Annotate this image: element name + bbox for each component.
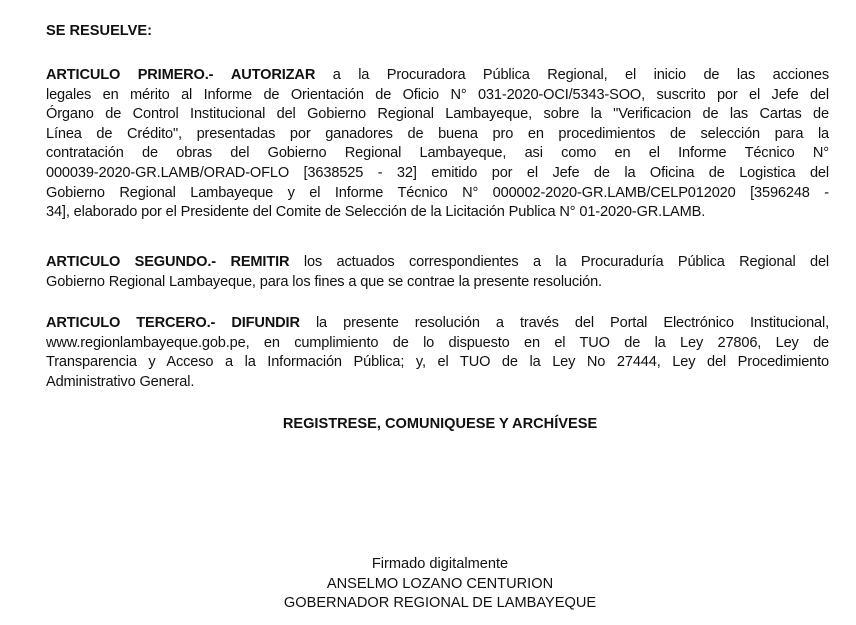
article-action: AUTORIZAR [230, 67, 316, 83]
article-label: ARTICULO SEGUNDO.- [46, 254, 216, 270]
article-label: ARTICULO PRIMERO.- [46, 67, 214, 83]
article-line: 34], elaborado por el Presidente del Comite de Selección de la Licitación Publica N° 01-2020-GR.LAMB. [46, 204, 706, 221]
article-line [46, 314, 829, 334]
article-line [46, 66, 829, 86]
signer-title: GOBERNADOR REGIONAL DE LAMBAYEQUE [283, 595, 597, 612]
article-line: www.regionlambayeque.gob.pe, en cumplimiento de lo dispuesto en el TUO de la Ley 27806, Ley de [46, 334, 829, 351]
article-line: Línea de Crédito", presentadas por ganadores de buena pro en procedimientos de selección para la [46, 125, 829, 142]
article-line: contratación de obras del Gobierno Regional Lambayeque, asi como en el Informe Técnico N° [46, 145, 829, 162]
article-text: a la Procuradora Pública Regional, el inicio de las acciones [315, 67, 830, 83]
signature-block [0, 555, 856, 614]
article-line: Órgano de Control Institucional del Gobierno Regional Lambayeque, sobre la "Verificacion de las Cartas de [46, 106, 829, 123]
signer-name: ANSELMO LOZANO CENTURION [326, 575, 554, 592]
article-line: Gobierno Regional Lambayeque, para los fines a que se contrae la presente resolución. [46, 273, 602, 290]
article-segundo [46, 253, 829, 292]
article-line [46, 253, 829, 273]
article-line: Transparencia y Acceso a la Información Pública; y, el TUO de la Ley No 27444, Ley del Procedimiento [46, 354, 829, 371]
article-text: la presente resolución a través del Portal Electrónico Institucional, [299, 315, 830, 331]
article-line: Gobierno Regional Lambayeque y el Informe Técnico N° 000002-2020-GR.LAMB/CELP012020 [3596248 - [46, 184, 829, 201]
article-line: 000039-2020-GR.LAMB/ORAD-OFLO [3638525 - 32] emitido por el Jefe de la Oficina de Logistica del [46, 164, 829, 181]
article-action: DIFUNDIR [231, 315, 300, 331]
closing-statement: REGISTRESE, COMUNIQUESE Y ARCHÍVESE [282, 416, 598, 432]
article-primero [46, 66, 829, 223]
article-text: los actuados correspondientes a la Procuraduría Pública Regional del [289, 254, 830, 270]
resolution-heading: SE RESUELVE: [46, 23, 152, 39]
article-line: legales en mérito al Informe de Orientación de Oficio N° 031-2020-OCI/5343-SOO, suscrito por el Jefe del [46, 86, 829, 103]
article-label: ARTICULO TERCERO.- [46, 315, 216, 331]
article-tercero [46, 314, 829, 392]
article-action: REMITIR [230, 254, 290, 270]
signature-note: Firmado digitalmente [371, 556, 509, 572]
article-line: Administrativo General. [46, 373, 195, 390]
